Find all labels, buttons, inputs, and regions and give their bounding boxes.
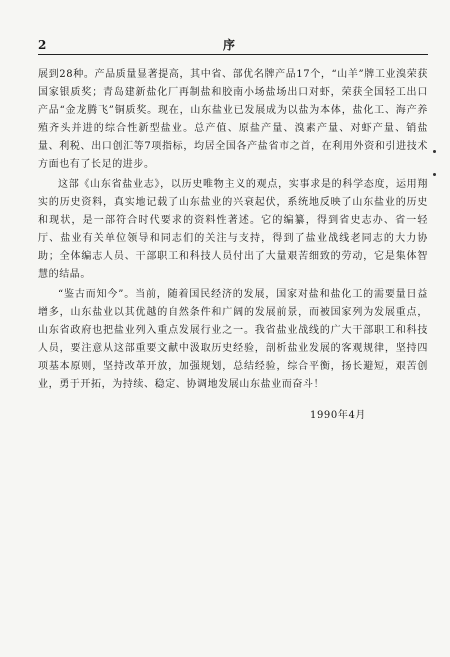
scan-speck	[433, 150, 436, 153]
paragraph-3: “鉴古而知今”。当前，随着国民经济的发展，国家对盐和盐化工的需要量日益增多，山东盐业以其优越的自然条件和广阔的发展前景，而被国家列为发展重点，山东省政府也把盐业列入重点发展行业之一。我省盐业战线的广大干部职工和科技人员，要注意从这部重要文献中汲取历史经验，剖析盐业发展的客观规律，坚持四项基本原则，坚持改革开放，加强规划，总结经验，综合平衡，扬长避短，艰苦创业，勇于开拓，为持续、稳定、协调地发展山东盐业而奋斗！	[38, 289, 428, 390]
page-number: 2	[38, 38, 47, 52]
paragraph-2: 这部《山东省盐业志》，以历史唯物主义的观点，实事求是的科学态度，运用翔实的历史资料，真实地记载了山东盐业的兴衰起伏，系统地反映了山东盐业的历史和现状，是一部符合时代要求的资料性著述。它的编纂，得到省史志办、省一轻厅、盐业有关单位领导和同志们的关注与支持，得到了盐业战线老同志的大力协助；全体编志人员、干部职工和科技人员付出了大量艰苦细致的劳动，它是集体智慧的结晶。	[38, 179, 428, 280]
page-header	[38, 30, 428, 56]
header-rule	[38, 54, 428, 55]
body-text	[38, 66, 428, 394]
header-title: 序	[223, 38, 236, 52]
paragraph-1: 展到28种。产品质量显著提高，其中省、部优名牌产品17个，“山羊”牌工业溴荣获国家银质奖；青岛建新盐化厂再制盐和胶南小场盐场出口对虾，荣获全国轻工出口产品“金龙腾飞”铜质奖。现在，山东盐业已发展成为以盐为本体，盐化工、海产养殖齐头并进的综合性新型盐业。总产值、原盐产量、溴素产量、对虾产量、销盐量、利税、出口创汇等7项指标，均居全国各产盐省市之首，在利用外资和引进技术方面也有了长足的进步。	[38, 69, 428, 170]
date-line: 1990年4月	[310, 410, 367, 421]
scan-speck	[433, 173, 436, 176]
